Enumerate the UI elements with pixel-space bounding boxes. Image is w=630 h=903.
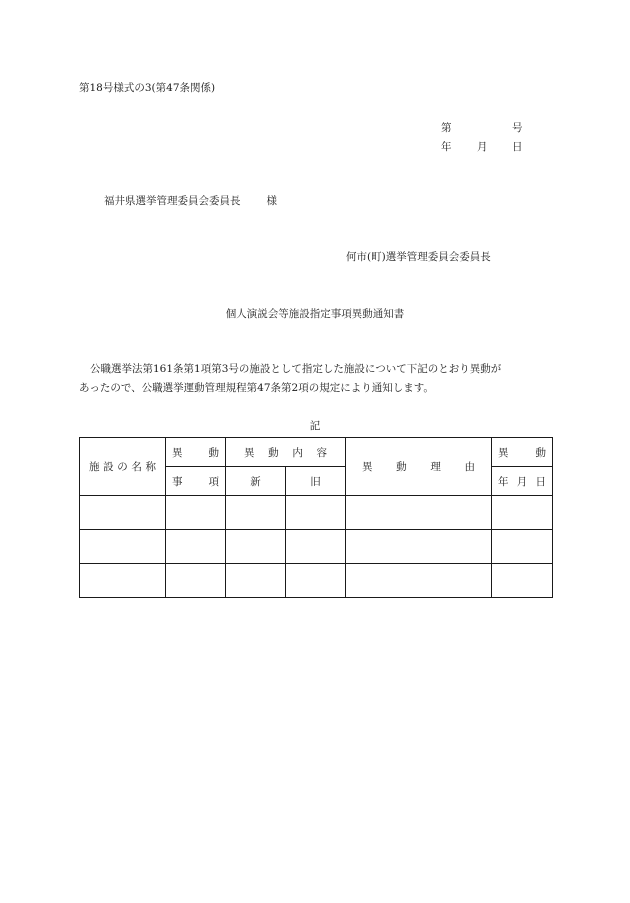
table-cell[interactable] (346, 530, 492, 564)
table-cell[interactable] (286, 530, 346, 564)
change-reason-header: 異 動 理 由 (346, 438, 492, 496)
number-prefix: 第 (441, 122, 452, 134)
old-header: 旧 (286, 467, 346, 496)
table-cell[interactable] (226, 564, 286, 598)
table-cell[interactable] (492, 530, 553, 564)
form-id: 第18号様式の3(第47条関係) (79, 82, 216, 94)
table-cell[interactable] (286, 564, 346, 598)
change-item-header-bottom: 事 項 (166, 467, 226, 496)
addressee (104, 193, 277, 208)
ki-heading: 記 (309, 420, 321, 432)
change-date-header-top: 異 動 (492, 438, 553, 467)
table-cell[interactable] (492, 564, 553, 598)
new-header: 新 (226, 467, 286, 496)
table-cell[interactable] (166, 530, 226, 564)
body-text-line-1: 公職選挙法第161条第1項第3号の施設として指定した施設について下記のとおり異動が (90, 363, 502, 375)
date-month: 月 (477, 141, 488, 153)
change-date-header-bottom: 年 月 日 (492, 467, 553, 496)
table-cell[interactable] (80, 564, 166, 598)
sender: 何市(町)選挙管理委員会委員長 (346, 251, 491, 263)
table-cell[interactable] (166, 564, 226, 598)
date-day: 日 (512, 141, 523, 153)
table-cell[interactable] (226, 496, 286, 530)
number-suffix: 号 (512, 122, 523, 134)
table-cell[interactable] (80, 496, 166, 530)
table-cell[interactable] (492, 496, 553, 530)
table-cell[interactable] (286, 496, 346, 530)
table-cell[interactable] (226, 530, 286, 564)
table-row (80, 564, 553, 598)
table-row (80, 530, 553, 564)
date-year: 年 (441, 141, 452, 153)
table-cell[interactable] (346, 564, 492, 598)
body-text-line-2: あったので、公職選挙運動管理規程第47条第2項の規定により通知します。 (79, 382, 434, 394)
change-table (79, 437, 553, 598)
table-row (80, 496, 553, 530)
table-cell[interactable] (166, 496, 226, 530)
table-cell[interactable] (346, 496, 492, 530)
change-item-header-top: 異 動 (166, 438, 226, 467)
facility-name-header: 施 設 の 名 称 (80, 438, 166, 496)
addressee-honorific: 様 (266, 195, 277, 207)
addressee-name: 福井県選挙管理委員会委員長 (104, 195, 241, 207)
document-title: 個人演説会等施設指定事項異動通知書 (225, 308, 405, 320)
table-cell[interactable] (80, 530, 166, 564)
change-content-header: 異 動 内 容 (226, 438, 346, 467)
